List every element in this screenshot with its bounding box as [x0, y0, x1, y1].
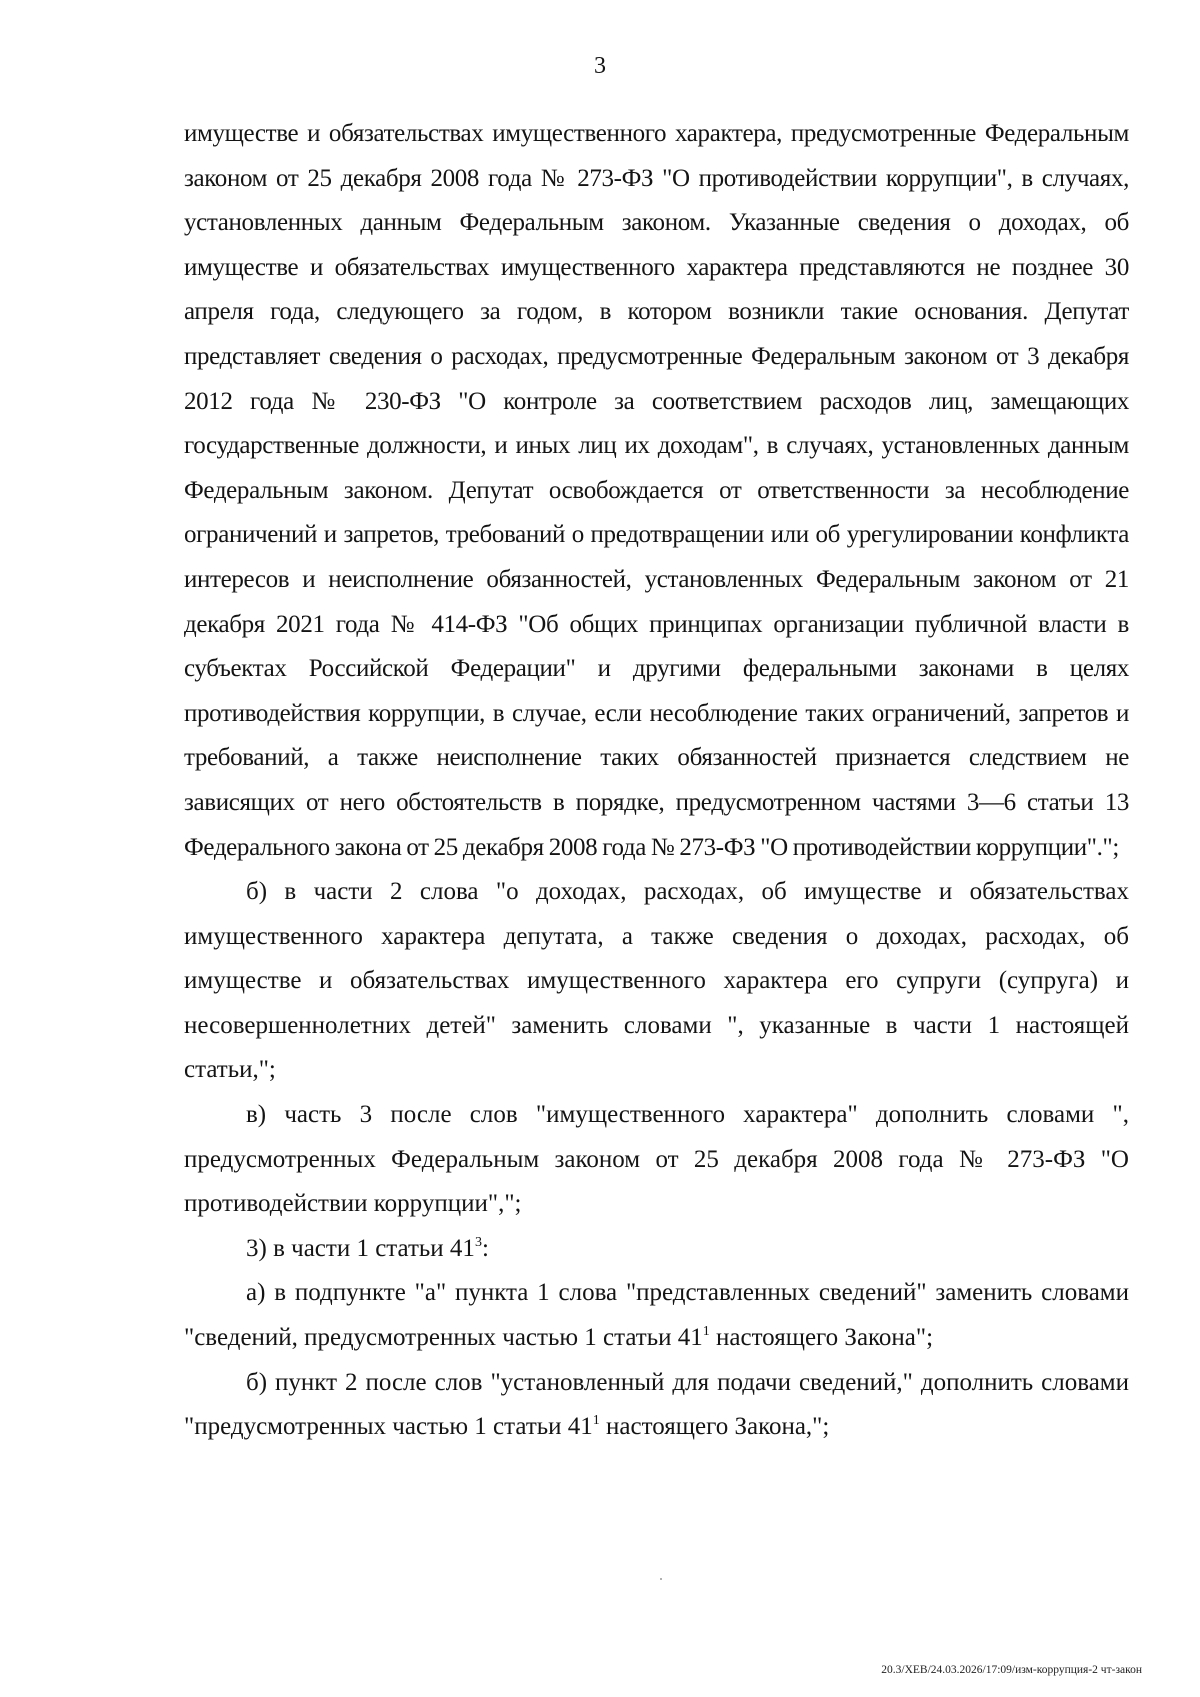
item3-text: 3) в части 1 статьи 41	[246, 1234, 475, 1262]
paragraph-continuation: имуществе и обязательствах имущественного характера, предусмотренные Федеральным законом от 25 декабря 2008 года № 273-ФЗ "О противодействии коррупции", в случаях, установленных данным Федеральным законом. Указанные сведения о доходах, об имуществе и обязательствах имущественного характера представляются не позднее 30 апреля года, следующего за годом, в котором возникли такие основания. Депутат представляет сведения о расходах, предусмотренные Федеральным законом от 3 декабря 2012 года № 230-ФЗ "О контроле за соответствием расходов лиц, замещающих государственные должности, и иных лиц их доходам", в случаях, установленных данным Федеральным законом. Депутат освобождается от ответственности за несоблюдение ограничений и запретов, требований о предотвращении или об урегулировании конфликта интересов и неисполнение обязанностей, установленных Федеральным законом от 21 декабря 2021 года № 414-ФЗ "Об общих принципах организации публичной власти в субъектах Российской Федерации" и другими федеральными законами в целях противодействия коррупции, в случае, если несоблюдение таких ограничений, запретов и требований, а также неисполнение таких обязанностей признается следствием не зависящих от него обстоятельств в порядке, предусмотренном частями 3—6 статьи 13 Федерального закона от 25 декабря 2008 года № 273-ФЗ "О противодействии коррупции".";	[184, 120, 1129, 861]
paragraph-item-3b	[184, 1361, 1129, 1450]
paragraph-item-3	[184, 1227, 1129, 1272]
item3b-text: б) пункт 2 после слов "установленный для подачи сведений," дополнить словами "предусмотренных частью 1 статьи 41	[184, 1368, 1129, 1441]
scan-speck	[660, 1578, 662, 1580]
item3b-tail: настоящего Закона,";	[599, 1413, 830, 1441]
item3a-tail: настоящего Закона";	[709, 1324, 934, 1352]
document-footer: 20.3/ХЕВ/24.03.2026/17:09/изм-коррупция-2 чт-закон	[881, 1664, 1142, 1676]
item3b-superscript: 1	[592, 1413, 600, 1429]
item3a-text: а) в подпункте "а" пункта 1 слова "представленных сведений" заменить словами "сведений, предусмотренных частью 1 статьи 41	[184, 1279, 1129, 1352]
document-body	[184, 112, 1129, 1450]
paragraph-item-3a	[184, 1271, 1129, 1360]
item3-superscript: 3	[474, 1234, 482, 1250]
paragraph-item-2b: б) в части 2 слова "о доходах, расходах, об имуществе и обязательствах имущественного характера депутата, а также сведения о доходах, расходах, об имуществе и обязательствах имущественного характера его супруги (супруга) и несовершеннолетних детей" заменить словами ", указанные в части 1 настоящей статьи,";	[184, 878, 1129, 1084]
page-number: 3	[594, 53, 606, 79]
item3a-superscript: 1	[702, 1324, 710, 1340]
item3-tail: :	[481, 1234, 489, 1262]
paragraph-item-2v: в) часть 3 после слов "имущественного характера" дополнить словами ", предусмотренных Федеральным законом от 25 декабря 2008 года № 273-ФЗ "О противодействии коррупции",";	[184, 1101, 1129, 1218]
